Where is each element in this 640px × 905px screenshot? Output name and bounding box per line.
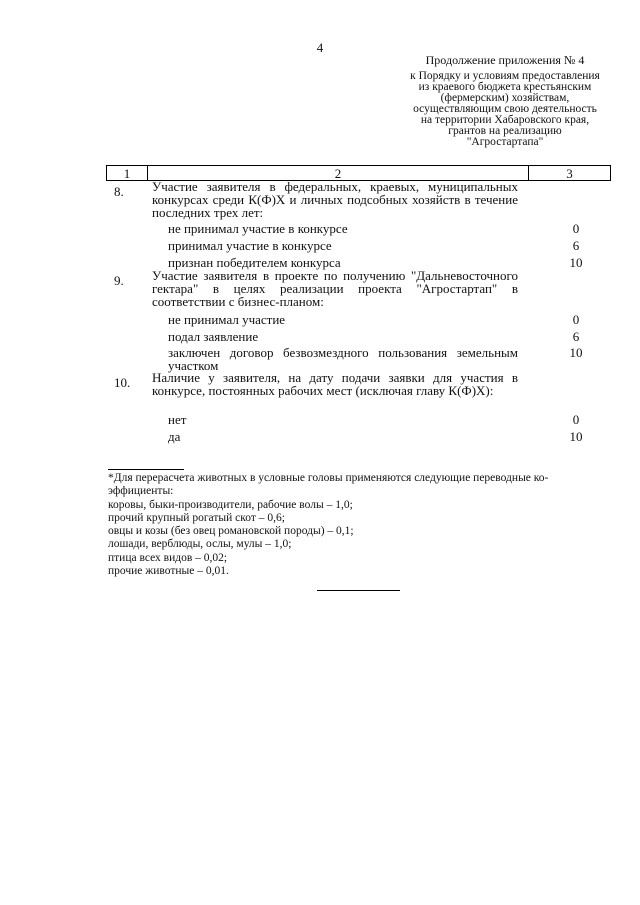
appendix-reference-line: из краевого бюджета крестьянским	[418, 81, 592, 93]
page-number: 4	[316, 40, 324, 55]
row-number: 9.	[114, 273, 124, 288]
row-number: 8.	[114, 184, 124, 199]
end-divider	[317, 590, 400, 591]
appendix-reference-line: осуществляющим свою деятельность	[413, 103, 597, 115]
appendix-title: Продолжение приложения № 4	[425, 53, 585, 67]
criterion-text: Наличие у заявителя, на дату подачи заявки для участия в конкурсе, постоянных рабочих мест (исключая главу К(Ф)Х):	[152, 370, 518, 398]
option-score: 10	[569, 255, 583, 270]
option-label: нет	[168, 412, 187, 427]
column-header-score: 3	[529, 166, 611, 181]
row-number: 10.	[114, 375, 131, 390]
option-score: 10	[569, 345, 583, 360]
footnote-line: эффициенты:	[108, 485, 174, 498]
criterion-text: Участие заявителя в федеральных, краевых, муниципальных конкурсах среди К(Ф)Х и личных подсобных хозяйств в течение последних трех лет:	[152, 179, 518, 220]
appendix-reference	[380, 71, 630, 148]
appendix-reference-line: (фермерским) хозяйствам,	[440, 92, 570, 104]
footnote-divider	[108, 469, 184, 470]
appendix-reference-line: "Агростартапа"	[466, 136, 544, 148]
footnote-line: коровы, быки-производители, рабочие волы – 1,0;	[108, 498, 353, 511]
column-header-criterion: 2	[148, 166, 529, 181]
footnote-line: прочий крупный рогатый скот – 0,6;	[108, 511, 285, 524]
option-score: 6	[572, 329, 580, 344]
appendix-reference-line: на территории Хабаровского края,	[420, 114, 590, 126]
appendix-reference-line: к Порядку и условиям предоставления	[410, 70, 600, 82]
option-label: признан победителем конкурса	[168, 255, 341, 270]
appendix-reference-line: грантов на реализацию	[448, 125, 562, 137]
footnote-line: *Для перерасчета животных в условные головы применяются следующие переводные ко-	[108, 472, 549, 484]
criterion-text: Участие заявителя в проекте по получению "Дальневосточного гектара" в целях реализации проекта "Агростартап" в соответствии с бизнес-планом:	[152, 268, 518, 309]
option-label: да	[168, 429, 181, 444]
option-score: 0	[572, 412, 580, 427]
option-score: 0	[572, 312, 580, 327]
option-label: заключен договор безвозмездного пользования земельным участком	[168, 345, 518, 373]
column-header-number: 1	[107, 166, 148, 181]
footnote-line: лошади, верблюды, ослы, мулы – 1,0;	[108, 538, 292, 551]
option-score: 10	[569, 429, 583, 444]
option-score: 6	[572, 238, 580, 253]
option-label: подал заявление	[168, 329, 259, 344]
option-score: 0	[572, 221, 580, 236]
option-label: принимал участие в конкурсе	[168, 238, 332, 253]
footnote-line: прочие животные – 0,01.	[108, 565, 229, 578]
option-label: не принимал участие в конкурсе	[168, 221, 348, 236]
footnote	[108, 472, 610, 578]
option-label: не принимал участие	[168, 312, 286, 327]
footnote-line: овцы и козы (без овец романовской породы) – 0,1;	[108, 525, 354, 538]
footnote-line: птица всех видов – 0,02;	[108, 551, 228, 564]
